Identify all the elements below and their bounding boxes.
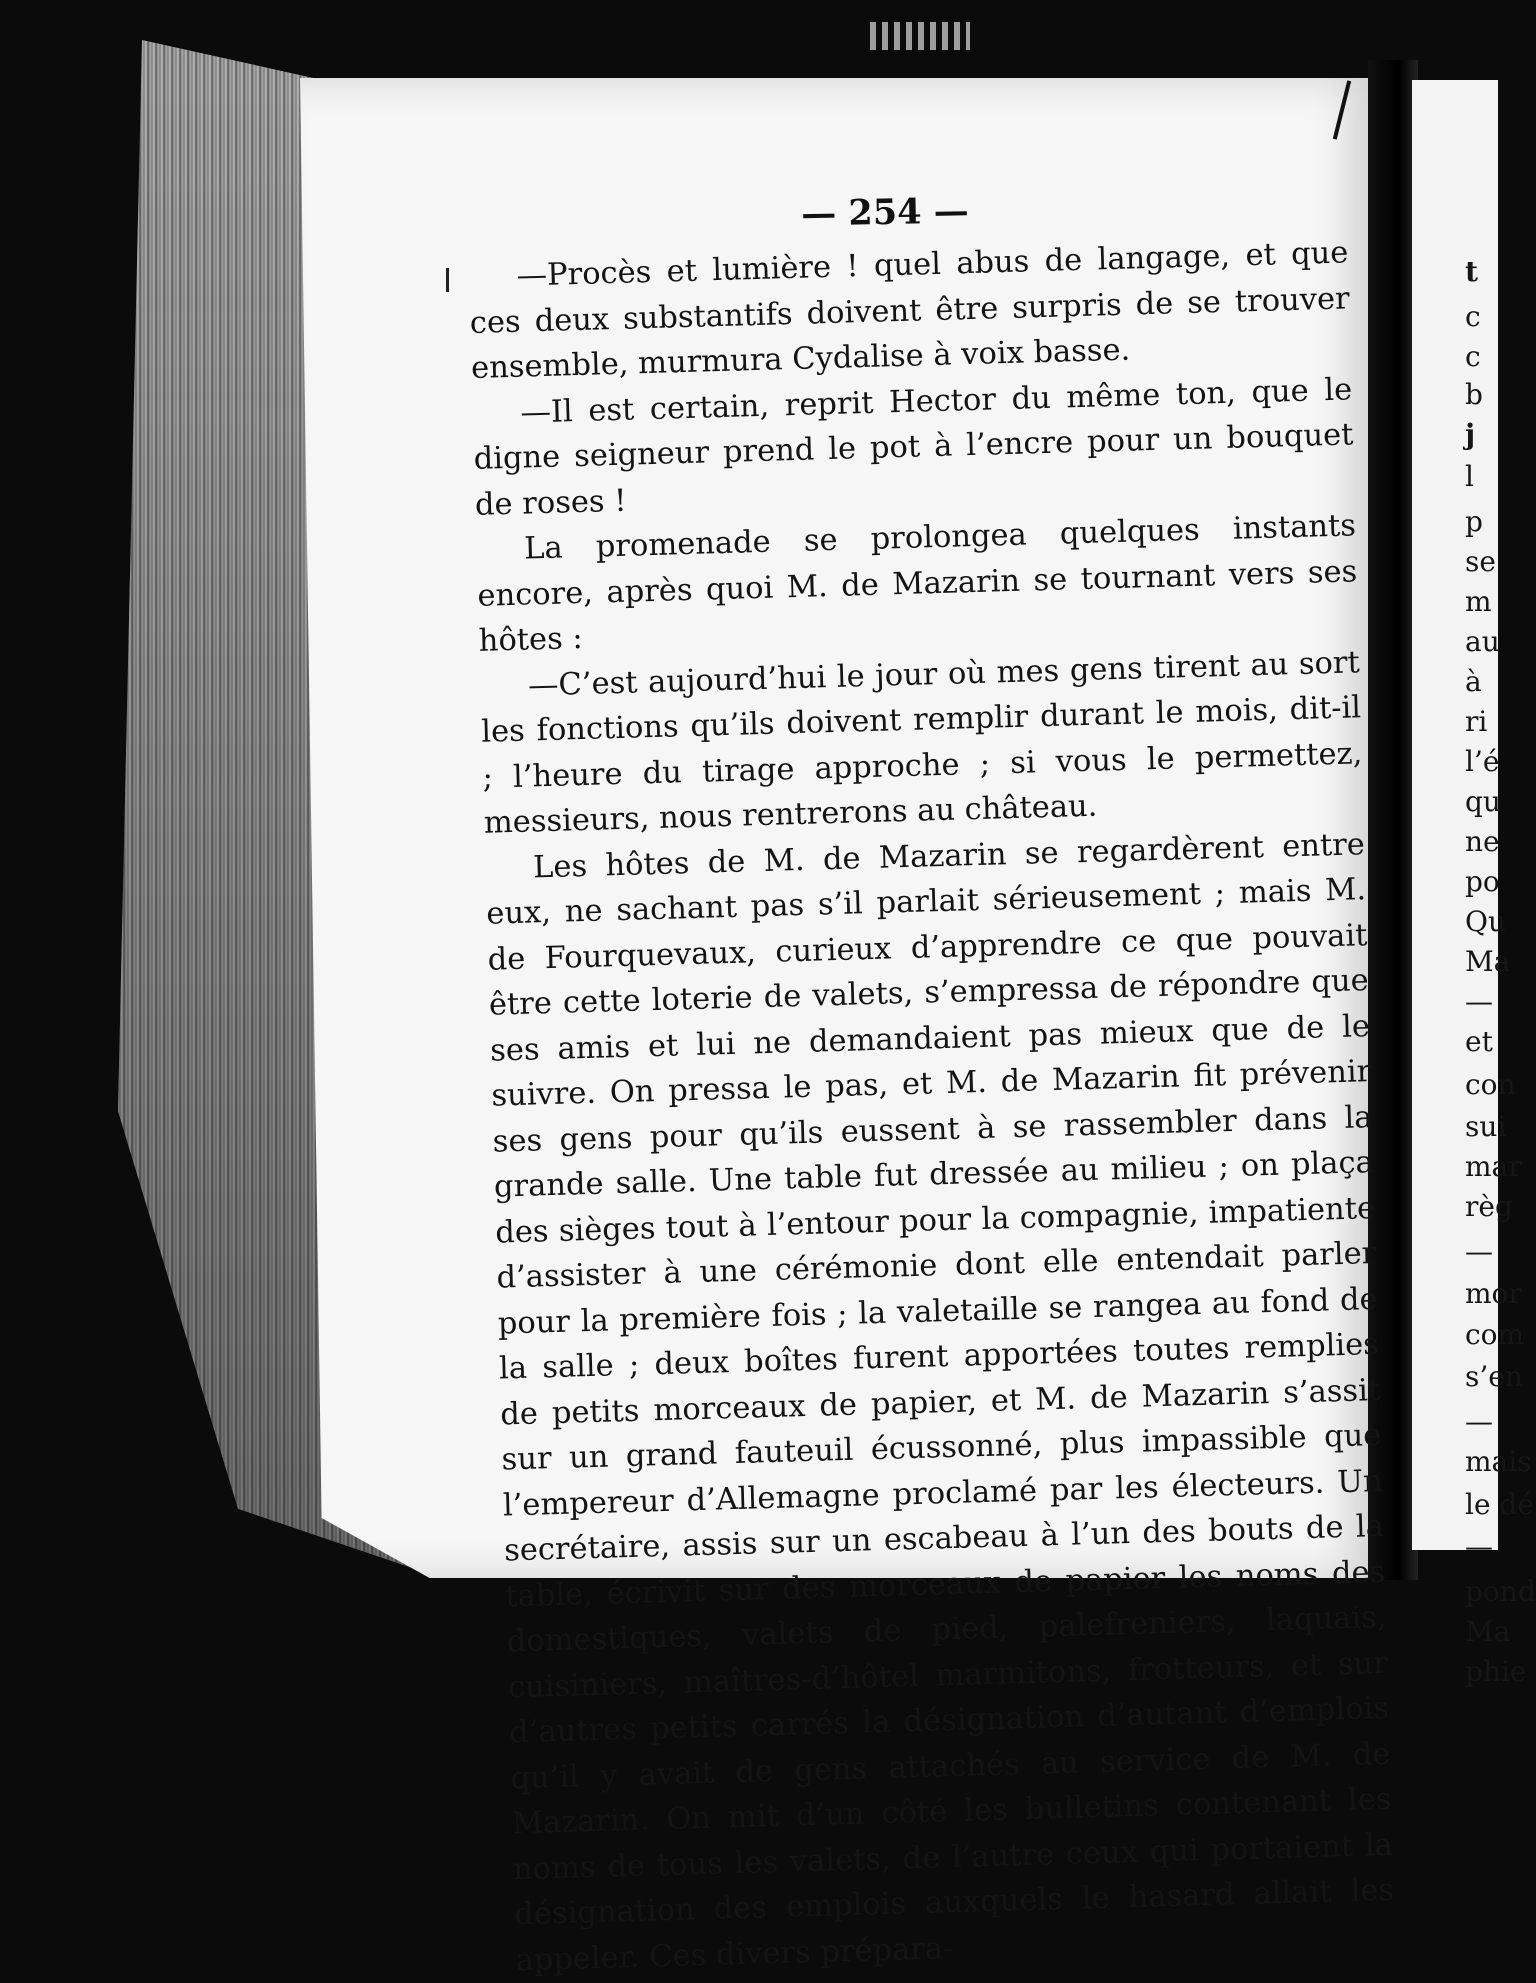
facing-page-fragment: le dé: [1465, 1488, 1534, 1521]
facing-page-fragment: mar: [1465, 1150, 1522, 1183]
facing-page-fragment: phie: [1465, 1655, 1527, 1688]
body-text: [468, 230, 1396, 1983]
facing-page-fragment: Qu: [1465, 905, 1506, 938]
facing-page-fragment: —: [1465, 1235, 1493, 1268]
paragraph: —C’est aujourd’hui le jour où mes gens tirent au sort les fonctions qu’ils doivent remplir durant le mois, dit-il ; l’heure du tirage approche ; si vous le permettez, messieurs, nous rentrerons au château.: [480, 644, 1363, 841]
facing-page-fragment: b: [1465, 378, 1483, 411]
facing-page-fragment: mor: [1465, 1277, 1522, 1310]
facing-page-fragment: qu: [1465, 785, 1501, 818]
facing-page-fragment: t: [1465, 255, 1478, 288]
facing-page-fragment: po: [1465, 865, 1500, 898]
facing-page-fragment: sui: [1465, 1110, 1507, 1143]
facing-page-fragment: l: [1465, 460, 1474, 493]
binding-mark: [870, 22, 970, 50]
facing-page-fragment: j: [1465, 418, 1476, 451]
facing-page-fragment: ri: [1465, 705, 1488, 738]
paragraph: La promenade se prolongea quelques instants encore, après quoi M. de Mazarin se tournant vers ses hôtes :: [477, 508, 1358, 659]
facing-page-fragment: s’en: [1465, 1360, 1523, 1393]
facing-page-fragment: mais: [1465, 1445, 1532, 1478]
paragraph: Les hôtes de M. de Mazarin se regardèrent entre eux, ne sachant pas s’il parlait sérieusement ; mais M. de Fourquevaux, curieux d’apprendre ce que pouvait être cette loterie de valets, s’empressa de répondre que ses amis et lui ne demandaient pas mieux que de le suivre. On pressa le pas, et M. de Mazarin fit prévenir ses gens pour qu’ils eussent à se rassembler dans la grande salle. Une table fut dressée au milieu ; on plaça des sièges tout à l’entour pour la compagnie, impatiente d’assister à une cérémonie dont elle entendait parler pour la première fois ; la valetaille se rangea au fond de la salle ; deux boîtes furent apportées toutes remplies de petits morceaux de papier, et M. de Mazarin s’assit sur un grand fauteuil écussonné, plus impassible que l’empereur d’Allemagne proclamé par les électeurs. Un secrétaire, assis sur un escabeau à l’un des bouts de la table, écrivit sur des morceaux de papier les noms des domestiques, valets de pied, palefreniers, laquais, cuisiniers, maîtres-d’hôtel marmitons, frotteurs, et sur d’autres petits carrés la désignation d’autant d’emplois qu’il y avait de gens attachés au service de M. de Mazarin. On mit d’un côté les bulletins contenant les noms de tous les valets, de l’autre ceux qui portaient la désignation des emplois auxquels le hasard allait les appeler. Ces divers prépara-: [485, 826, 1395, 1978]
facing-page-fragment: m: [1465, 585, 1492, 618]
paragraph: —Il est certain, reprit Hector du même ton, que le digne seigneur prend le pot à l’encre pour un bouquet de roses !: [473, 371, 1354, 523]
facing-page-fragment: Ma: [1465, 945, 1511, 978]
facing-page-fragment: con: [1465, 1068, 1516, 1101]
facing-page-fragment: c: [1465, 340, 1481, 373]
facing-page-fragment: pond: [1465, 1575, 1536, 1608]
facing-page-fragment: et: [1465, 1025, 1493, 1058]
facing-page-fragment: ne: [1465, 825, 1500, 858]
facing-page-fragment: com: [1465, 1318, 1525, 1351]
facing-page-fragment: p: [1465, 505, 1483, 538]
facing-page-fragment: règ: [1465, 1190, 1513, 1223]
facing-page-fragment: —: [1465, 985, 1493, 1018]
facing-page-fragment: à: [1465, 665, 1482, 698]
page-number: — 254 —: [800, 190, 970, 235]
facing-page-fragment: au: [1465, 625, 1500, 658]
facing-page-fragment: se: [1465, 545, 1496, 578]
facing-page-fragment: —: [1465, 1530, 1493, 1563]
paragraph: —Procès et lumière ! quel abus de langage, et que ces deux substantifs doivent être surpris de se trouver ensemble, murmura Cydalise à voix basse.: [469, 235, 1351, 386]
margin-tick: [446, 268, 449, 292]
facing-page-fragment: —: [1465, 1405, 1493, 1438]
facing-page-fragment: Ma: [1465, 1615, 1511, 1648]
facing-page-fragment: l’é: [1465, 745, 1500, 778]
facing-page-fragment: c: [1465, 300, 1481, 333]
